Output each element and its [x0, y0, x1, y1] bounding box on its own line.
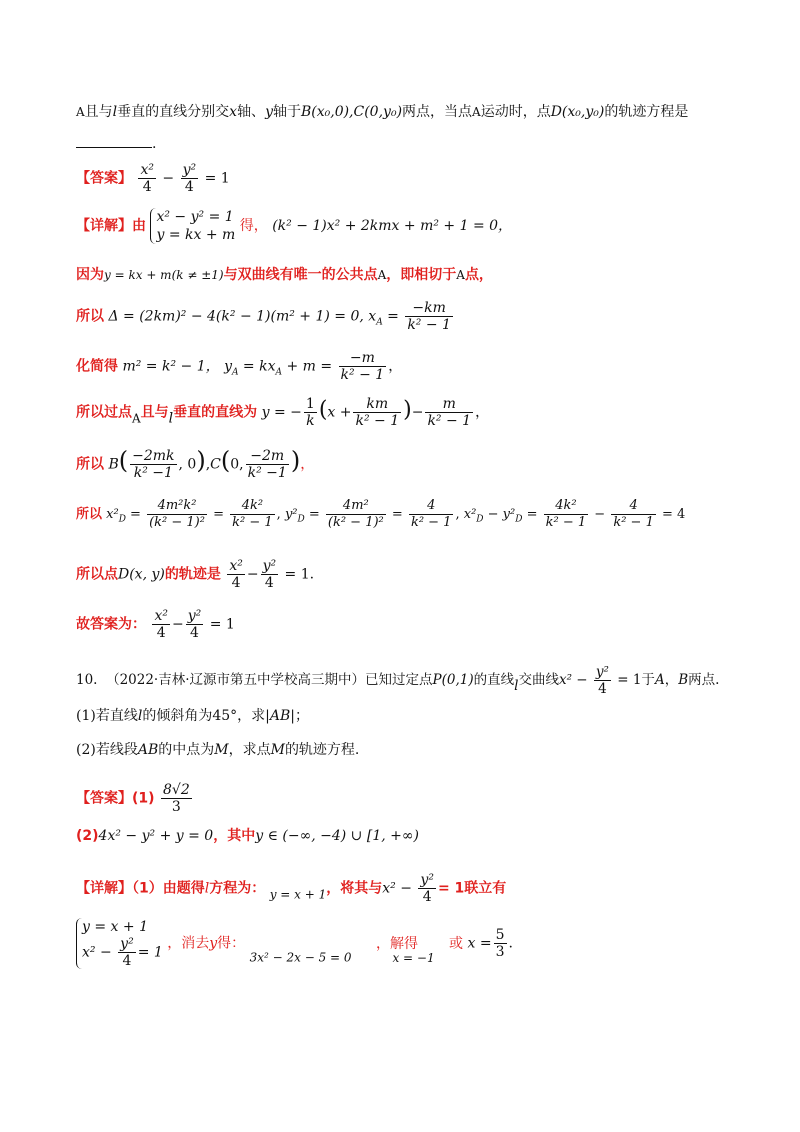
- bc-line: 所以 B( $\frac{-2mk}{\text{k² −1}}$ , 0),C(0, $\frac{-2m}{\text{k² −1}}$ )，: [76, 446, 315, 481]
- detail2b-line: y = x + 1 x² − $\frac{\text{y²}}{4}$ = 1 ，消去y得： 3x² − 2x − 5 = 0 ，解得 x = −1 或 x = $\frac{5}{3}$ .: [76, 918, 513, 969]
- locus-line: 所以点D(x, y)的轨迹是 $\frac{\text{x²}}{4}$ − $\frac{\text{y²}}{4}$ = 1.: [76, 558, 315, 591]
- point-a: A: [76, 105, 85, 119]
- answer-blank: [76, 135, 152, 148]
- final-answer-line: 故答案为： $\frac{\text{x²}}{4}$ − $\frac{\text{y²}}{4}$ = 1: [76, 608, 235, 641]
- answer-label: 【答案】(1): [76, 790, 155, 807]
- detail1-line: 【详解】由 x² − y² = 1 y = kx + m 得， (k² − 1)x² + 2kmx + m² + 1 = 0，: [76, 209, 513, 243]
- answer2-line: 【答案】(1) $\frac{8√2}{3}$: [76, 782, 190, 815]
- answer1-line: 【答案】 $\frac{\text{x²}}{4}$ − $\frac{\text{y²}}{4}$ = 1: [76, 162, 230, 195]
- question-10-part2: (2)若线段AB的中点为M，求点M的轨迹方程.: [76, 742, 360, 758]
- equation-system: x² − y² = 1 y = kx + m: [150, 208, 235, 244]
- intro-line: A且与l垂直的直线分别交x轴、y轴于B(x₀,0),C(0,y₀)两点，当点A运动时，点D(x₀,y₀)的轨迹方程是: [76, 104, 689, 120]
- xd-line: 所以 $x^2_D$ = $\frac{\text{4m²k²}}{\text{(k² − 1)²}}$ = $\frac{\text{4k²}}{\text{k² − 1}}$ , $y^2_D$ = $\frac{\text{4m²}}{\text{(k² − 1)²}}$ = $\frac{4}{\text{k² − 1}}$ , $x^2_D - y^2_D$ = $\frac{\text{4k²}}{\text{k² − 1}}$ − $\frac{4}{\text{k² − 1}}$ = 4: [76, 498, 686, 530]
- simplify-line: 化简得 m² = k² − 1， $y_A = kx_A + m$ = $\frac{-m}{\text{k² − 1}}$ ，: [76, 350, 403, 383]
- through-line: 所以过点A且与l垂直的直线为 y = − $\frac{1}{k}$ (x + $\frac{km}{\text{k² − 1}}$ )− $\frac{m}{\text{k² − 1}}$ ，: [76, 396, 490, 429]
- detail-label: 【详解】由: [76, 218, 146, 234]
- equation-system: y = x + 1 x² − $\frac{\text{y²}}{4}$ = 1: [76, 918, 163, 969]
- answer-blank-line: .: [76, 134, 156, 154]
- detail2-line: 【详解】（1）由题得l方程为： y = x + 1，将其与x² − $\frac{\text{y²}}{4}$ = 1联立有: [76, 872, 507, 905]
- detail-label: 【详解】（1）由题得: [76, 880, 205, 897]
- question-10: 10. （2022·吉林·辽源市第五中学校高三期中）已知过定点P(0,1)的直线l交曲线x² − $\frac{\text{y²}}{4}$ = 1于A，B两点.: [76, 664, 720, 697]
- answer2b-line: (2)4x² − y² + y = 0，其中y ∈ (−∞, −4) ∪ [1, +∞): [76, 828, 419, 844]
- question-number: 10.: [76, 672, 98, 688]
- answer-label: 【答案】: [76, 170, 132, 187]
- question-10-part1: (1)若直线l的倾斜角为45°，求|AB|；: [76, 708, 309, 724]
- because-line: 因为y = kx + m(k ≠ ±1)与双曲线有唯一的公共点A，即相切于A点，: [76, 267, 493, 283]
- delta-line: 所以 Δ = (2km)² − 4(k² − 1)(m² + 1) = 0, $x_A$ = $\frac{-km}{\text{k² − 1}}$: [76, 300, 451, 333]
